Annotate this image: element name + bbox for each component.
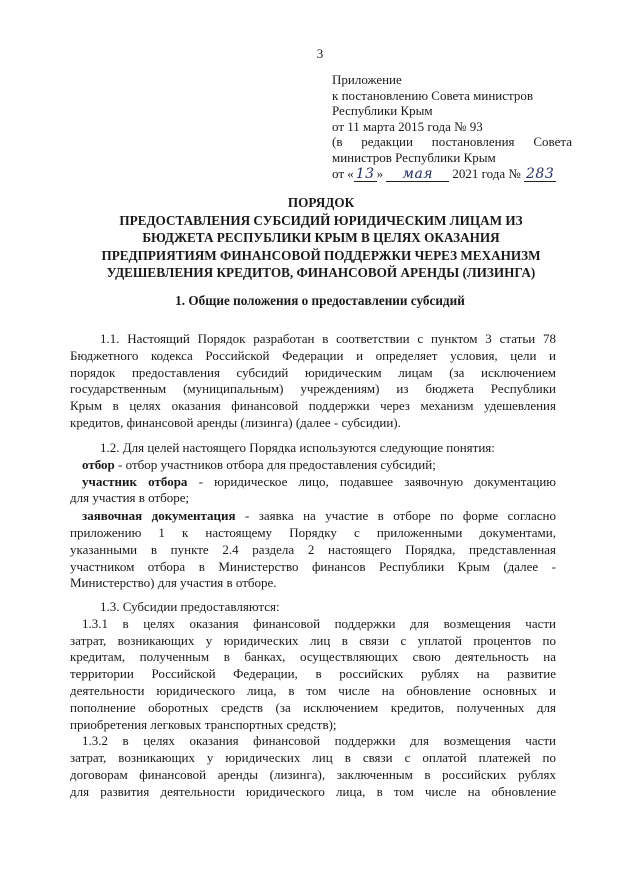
document-title — [76, 194, 566, 282]
appendix-line: Приложение — [332, 72, 402, 87]
text-line: договорам финансовой аренды (лизинга), заключенным в российских рублях — [70, 766, 556, 782]
text-line: приложению 1 к настоящему Порядку с приложенными документами, — [70, 524, 556, 540]
term-uchastnik: участник отбора — [82, 473, 188, 489]
text-line: для развития деятельности юридического лица, в том числе на обновление — [70, 783, 556, 799]
text-line: 1.3.1 в целях оказания финансовой поддержки для возмещения части — [82, 615, 556, 631]
term-otbor: отбор — [82, 456, 115, 472]
paragraph-1-3 — [70, 599, 556, 801]
definition-otbor — [70, 457, 556, 474]
appendix-block — [332, 72, 572, 182]
appendix-line: Республики Крым — [332, 103, 433, 119]
paragraph-1-2 — [70, 440, 556, 592]
text-line: 1.3.2 в целях оказания финансовой поддержки для возмещения части — [82, 733, 556, 749]
definition-text: - отбор участников отбора для предоставления субсидий; — [114, 456, 436, 472]
section-heading: 1. Общие положения о предоставлении субсидий — [175, 293, 465, 308]
appendix-line: (в редакции постановления Совета — [332, 134, 572, 150]
term-zayav: заявочная документация — [82, 508, 236, 524]
title-line: УДЕШЕВЛЕНИЯ КРЕДИТОВ, ФИНАНСОВОЙ АРЕНДЫ (ЛИЗИНГА) — [106, 265, 536, 281]
paragraph-1-1 — [70, 331, 556, 432]
text-line: Министерство) для участия в отборе. — [70, 575, 277, 591]
appendix-line: от 11 марта 2015 года № 93 — [332, 118, 483, 134]
text-line: государственным (муниципальным) учреждениям) из бюджета Республики — [70, 381, 556, 397]
text-line: порядок предоставления субсидий юридическим лицам (за исключением — [70, 364, 556, 380]
title-line: ПРЕДОСТАВЛЕНИЯ СУБСИДИЙ ЮРИДИЧЕСКИМ ЛИЦАМ ИЗ — [119, 212, 523, 228]
handwritten-number: 283 — [526, 165, 555, 182]
definition-zayav — [70, 508, 556, 525]
appendix-line: министров Республики Крым — [332, 149, 496, 165]
date-prefix: от « — [332, 165, 354, 181]
text-line: территории Российской Федерации, в российских рублях на развитие — [70, 666, 556, 682]
title-line: ПОРЯДОК — [287, 195, 355, 210]
handwritten-month: мая — [386, 168, 449, 182]
date-mid: » — [376, 165, 387, 181]
definition-text: - юридическое лицо, подавшее заявочную документацию — [187, 473, 556, 489]
text-line: кредитов, финансовой аренды (лизинга) (далее - субсидии). — [70, 414, 401, 430]
text-line: кредитам, полученным в банках, осуществляющих свою деятельность на — [70, 649, 556, 665]
definition-uchastnik — [70, 474, 556, 491]
text-line: затрат, возникающих у юридических лиц в связи с уплатой процентов по — [70, 632, 556, 648]
title-line: ПРЕДПРИЯТИЯМ ФИНАНСОВОЙ ПОДДЕРЖКИ ЧЕРЕЗ МЕХАНИЗМ — [101, 247, 541, 263]
text-line: Крым в целях оказания финансовой поддержки через механизм удешевления — [70, 398, 556, 414]
text-line: 1.1. Настоящий Порядок разработан в соответствии с пунктом 3 статьи 78 — [100, 331, 556, 346]
text-line: 1.2. Для целей настоящего Порядка используются следующие понятия: — [100, 440, 495, 455]
text-line: приобретения легковых транспортных средств); — [70, 716, 337, 732]
text-line: затрат, возникающих у юридических лиц в связи с оплатой платежей по — [70, 750, 556, 766]
appendix-date-line — [332, 166, 572, 182]
text-line: для участия в отборе; — [70, 490, 190, 506]
text-line: Бюджетного кодекса Российской Федерации и определяет условия, цели и — [70, 347, 556, 363]
page-number: 3 — [316, 46, 324, 61]
text-line: указанными в пункте 2.4 раздела 2 настоящего Порядка, представленная — [70, 541, 556, 557]
handwritten-day: 13 — [355, 165, 375, 182]
text-line: участником отбора в Министерство финансов Республики Крым (далее - — [70, 558, 556, 574]
appendix-line: к постановлению Совета министров — [332, 87, 533, 103]
date-year: 2021 года № — [449, 165, 524, 181]
text-line: деятельности юридического лица, в том числе на обновление основных и — [70, 682, 556, 698]
definition-text: - заявка на участие в отборе по форме согласно — [235, 508, 557, 524]
text-line: 1.3. Субсидии предоставляются: — [100, 599, 280, 614]
text-line: пополнение оборотных средств (за исключением кредитов, полученных для — [70, 699, 556, 715]
title-line: БЮДЖЕТА РЕСПУБЛИКИ КРЫМ В ЦЕЛЯХ ОКАЗАНИЯ — [142, 230, 500, 246]
